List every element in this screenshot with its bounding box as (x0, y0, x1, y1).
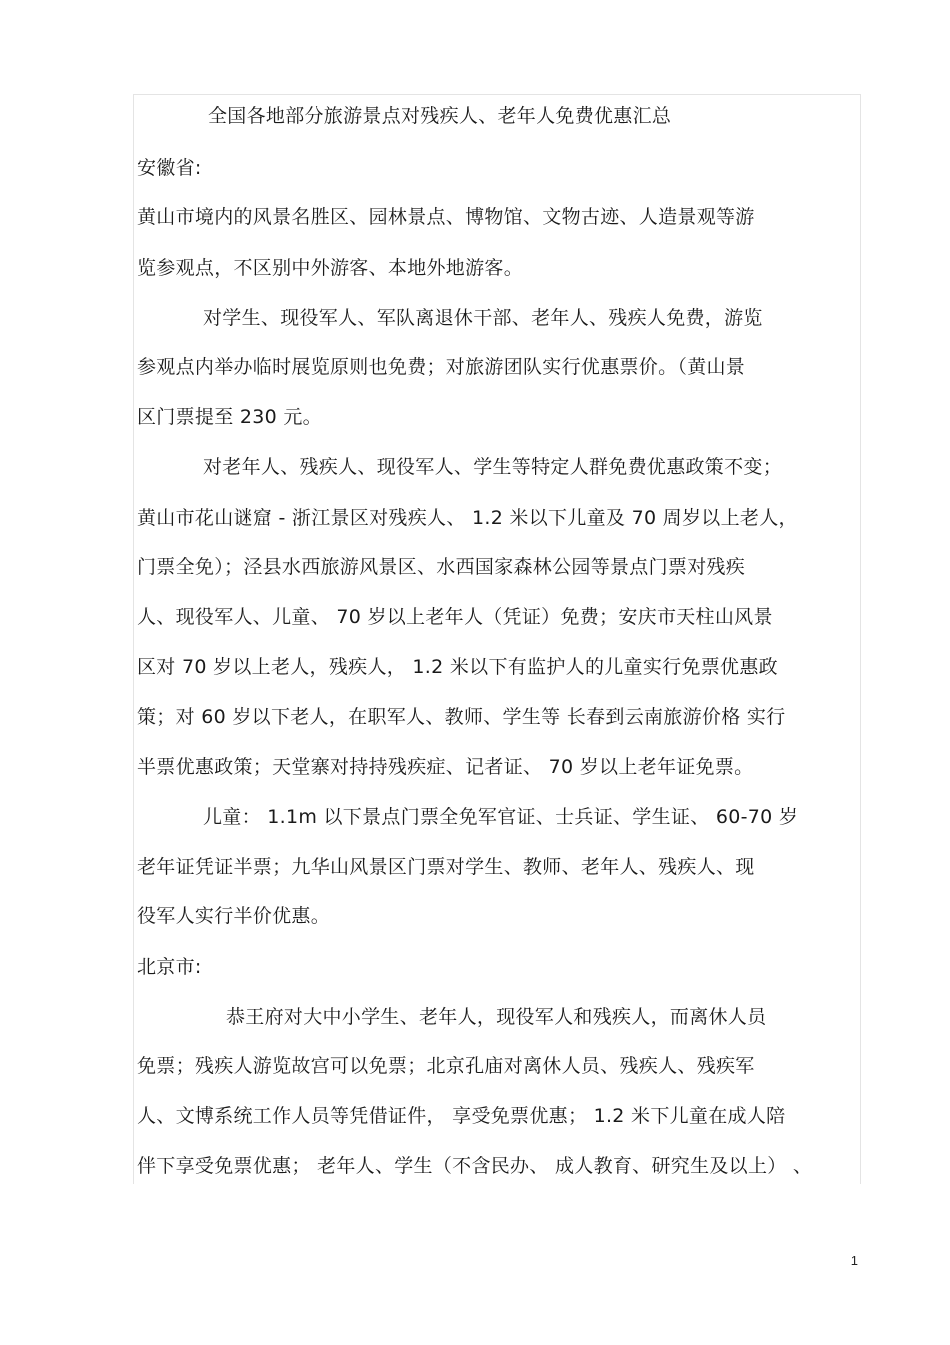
text-line: 区门票提至 230 元。 (137, 406, 322, 428)
text-line: 策；对 60 岁以下老人，在职军人、教师、学生等 长春到云南旅游价格 实行 (137, 706, 786, 728)
page-number: 1 (850, 1253, 858, 1268)
text-line: 览参观点，不区别中外游客、本地外地游客。 (137, 257, 524, 279)
document-title: 全国各地部分旅游景点对残疾人、老年人免费优惠汇总 (208, 105, 672, 127)
text-line: 役军人实行半价优惠。 (137, 905, 331, 927)
text-line: 恭王府对大中小学生、老年人，现役军人和残疾人，而离休人员 (226, 1006, 767, 1028)
text-line: 伴下享受免票优惠； 老年人、学生（不含民办、 成人教育、研究生及以上） 、 (137, 1155, 813, 1177)
text-line: 黄山市境内的风景名胜区、园林景点、博物馆、文物古迹、人造景观等游 (137, 206, 755, 228)
text-line: 免票；残疾人游览故宫可以免票；北京孔庙对离休人员、残疾人、残疾军 (137, 1055, 755, 1077)
text-line: 区对 70 岁以上老人，残疾人， 1.2 米以下有监护人的儿童实行免票优惠政 (137, 656, 778, 678)
text-line: 人、文博系统工作人员等凭借证件， 享受免票优惠； 1.2 米下儿童在成人陪 (137, 1105, 786, 1127)
text-line: 门票全免）；泾县水西旅游风景区、水西国家森林公园等景点门票对残疾 (137, 556, 746, 578)
text-line: 半票优惠政策；天堂寨对持持残疾症、记者证、 70 岁以上老年证免票。 (137, 756, 754, 778)
text-line: 参观点内举办临时展览原则也免费；对旅游团队实行优惠票价。（黄山景 (137, 356, 746, 378)
section-heading-anhui: 安徽省: (137, 157, 202, 179)
text-line: 老年证凭证半票；九华山风景区门票对学生、教师、老年人、残疾人、现 (137, 856, 755, 878)
text-line: 人、现役军人、儿童、 70 岁以上老年人（凭证）免费；安庆市天柱山风景 (137, 606, 773, 628)
text-line: 对老年人、残疾人、现役军人、学生等特定人群免费优惠政策不变； (203, 456, 783, 478)
text-line: 对学生、现役军人、军队离退休干部、老年人、残疾人免费，游览 (203, 307, 763, 329)
text-line: 黄山市花山谜窟 - 浙江景区对残疾人、 1.2 米以下儿童及 70 周岁以上老人， (137, 507, 798, 529)
text-line: 儿童： 1.1m 以下景点门票全免军官证、士兵证、学生证、 60-70 岁 (203, 806, 799, 828)
section-heading-beijing: 北京市: (137, 956, 202, 978)
